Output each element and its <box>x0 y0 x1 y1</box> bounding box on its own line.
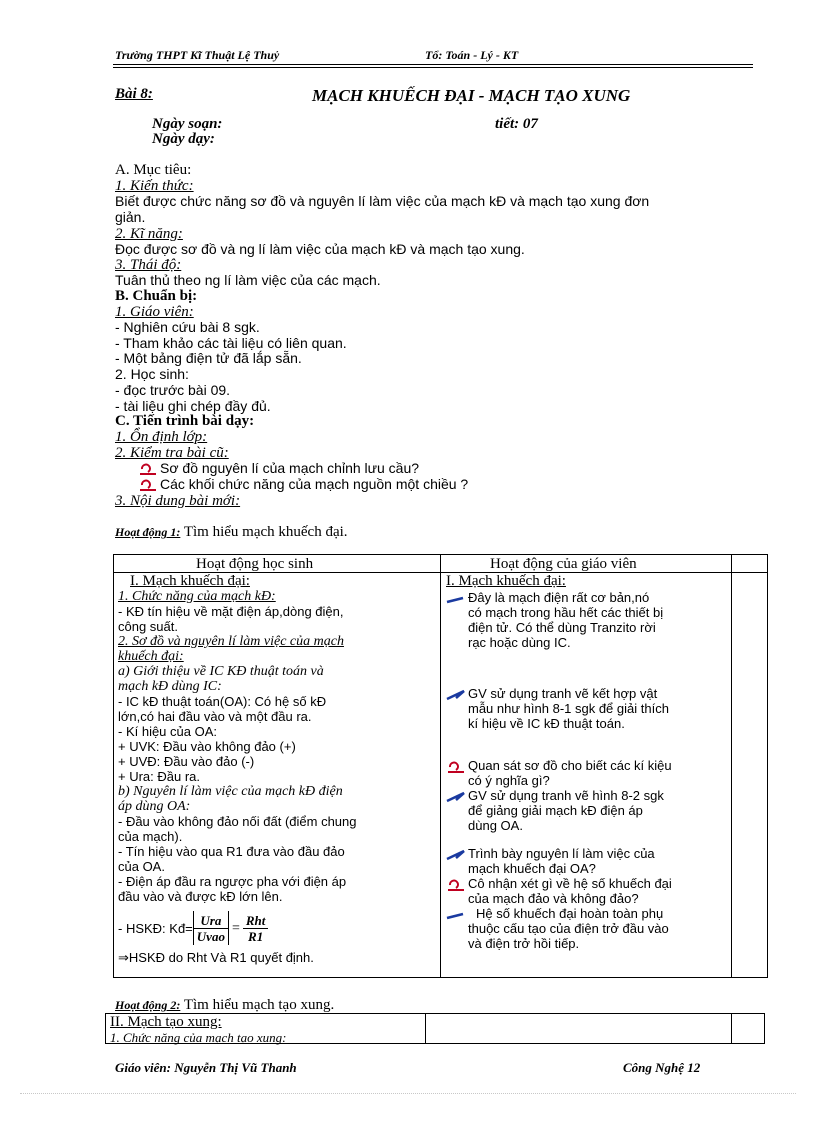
teacher-block-2: GV sử dụng tranh vẽ kết hợp vật mẫu như hình 8-1 sgk để giải thích kí hiệu về IC kĐ thuật toán. <box>446 686 728 731</box>
student-line: + UVĐ: Đầu vào đảo (-) <box>118 754 255 769</box>
arrow-bullet-icon <box>446 689 466 701</box>
table-border-left <box>113 554 114 978</box>
student-column <box>118 574 436 965</box>
student-line: công suất. <box>118 619 178 634</box>
student-prep-item-2: - tài liệu ghi chép đầy đủ. <box>115 398 271 414</box>
student-line: đầu vào và được kĐ lớn lên. <box>118 889 283 904</box>
table-divider-right <box>731 554 732 978</box>
student-line: của OA. <box>118 859 165 874</box>
formula-denominator: Uvao <box>196 928 225 944</box>
teacher-block-5: Trình bày nguyên lí làm việc của mạch khuếch đại OA? <box>446 846 728 876</box>
arrow-bullet-icon <box>446 791 466 803</box>
formula-denominator: R1 <box>248 928 264 944</box>
table2-divider-right <box>731 1013 732 1044</box>
header-rule-top <box>113 64 753 65</box>
knowledge-text-2: giản. <box>115 209 146 225</box>
table-border-right <box>767 554 768 978</box>
table2-border-left <box>105 1013 106 1044</box>
process-heading: C. Tiến trình bài dạy: <box>115 413 255 429</box>
question-1 <box>138 460 419 477</box>
period-label: tiết: 07 <box>495 116 538 132</box>
department-name: Tổ: Toán - Lý - KT <box>425 48 519 62</box>
spiral-bullet-icon <box>446 761 466 773</box>
formula-numerator: Rht <box>243 913 269 929</box>
header-rule-bottom <box>113 67 753 68</box>
student-line: a) Giới thiệu về IC KĐ thuật toán và <box>118 664 324 679</box>
pulse-section-heading: II. Mạch tạo xung: <box>110 1014 222 1030</box>
activity2-title <box>115 997 334 1014</box>
student-line: - IC kĐ thuật toán(OA): Có hệ số kĐ <box>118 694 327 709</box>
student-line: lớn,có hai đầu vào và một đầu ra. <box>118 709 312 724</box>
teacher-prep-item-2: - Tham khảo các tài liệu có liên quan. <box>115 335 347 351</box>
activity1-title <box>115 524 348 541</box>
page-edge-divider <box>20 1093 796 1094</box>
question-2-text: Các khối chức năng của mạch nguồn một chiều ? <box>160 476 469 492</box>
teacher-prep-item-1: - Nghiên cứu bài 8 sgk. <box>115 319 260 335</box>
spiral-bullet-icon <box>446 879 466 891</box>
attitude-text: Tuân thủ theo ng lí làm việc của các mạch. <box>115 272 381 288</box>
teacher-block-7: Hệ số khuếch đại hoàn toàn phụ thuộc cấu tạo của điện trở đầu vào và điện trở hồi tiếp. <box>446 906 728 951</box>
student-line: mạch kĐ dùng IC: <box>118 679 222 694</box>
student-line: của mạch). <box>118 829 183 844</box>
teacher-prep-item-3: - Một bảng điện tử đã lắp sẵn. <box>115 350 302 366</box>
formula-numerator: Ura <box>194 913 228 929</box>
spiral-bullet-icon <box>138 463 158 475</box>
gain-conclusion: ⇒HSKĐ do Rht Và R1 quyết định. <box>118 950 314 965</box>
student-line: + UVK: Đầu vào không đảo (+) <box>118 739 296 754</box>
stabilize-label: 1. Ổn định lớp: <box>115 429 208 445</box>
table2-border-right <box>764 1013 765 1044</box>
lesson-title: MẠCH KHUẾCH ĐẠI - MẠCH TẠO XUNG <box>312 86 631 105</box>
fraction-rht-r1 <box>243 913 269 944</box>
formula-label: - HSKĐ: Kđ= <box>118 920 193 936</box>
teacher-block-4: GV sử dụng tranh vẽ hình 8-2 sgk để giảng giải mạch kĐ điện áp dùng OA. <box>446 788 728 833</box>
student-line: + Ura: Đầu ra. <box>118 769 201 784</box>
activity1-label: Hoạt động 1: <box>115 525 181 539</box>
student-prep-item-1: - đọc trước bài 09. <box>115 382 231 398</box>
student-line: khuếch đại: <box>118 649 184 664</box>
student-line: - Kí hiệu của OA: <box>118 724 217 739</box>
spiral-bullet-icon <box>138 479 158 491</box>
attitude-label: 3. Thái độ: <box>115 257 182 273</box>
teacher-block-1: Đây là mạch điện rất cơ bản,nó có mạch trong hầu hết các thiết bị điện tử. Có thể dùng Tranzito rời rạc hoặc dùng IC. <box>446 590 728 650</box>
teacher-heading: I. Mạch khuếch đại: <box>446 573 566 589</box>
activity2-title-text: Tìm hiểu mạch tạo xung. <box>183 997 335 1013</box>
objectives-heading: A. Mục tiêu: <box>115 162 192 178</box>
teacher-block-3: Quan sát sơ đồ cho biết các kí kiệu có ý nghĩa gì? <box>446 758 728 788</box>
question-2 <box>138 476 468 493</box>
school-name: Trường THPT Kĩ Thuật Lệ Thuỷ <box>115 48 280 62</box>
student-line: 1. Chức năng của mạch kĐ: <box>118 589 276 604</box>
skill-label: 2. Kĩ năng: <box>115 226 183 242</box>
student-line: - Đầu vào không đảo nối đất (điểm chung <box>118 814 357 829</box>
question-1-text: Sơ đồ nguyên lí của mạch chỉnh lưu cầu? <box>160 460 420 476</box>
footer-subject: Công Nghệ 12 <box>623 1060 701 1075</box>
fraction-ura-uvao <box>194 913 228 944</box>
knowledge-label: 1. Kiến thức: <box>115 178 194 194</box>
lesson-number: Bài 8: <box>115 86 153 102</box>
skill-text: Đọc được sơ đồ và ng lí làm việc của mạch kĐ và mạch tạo xung. <box>115 241 525 257</box>
check-old-label: 2. Kiểm tra bài cũ: <box>115 445 229 461</box>
column-header-teacher: Hoạt động của giáo viên <box>490 556 637 572</box>
arrow-bullet-icon <box>446 849 466 861</box>
student-line: - KĐ tín hiệu về mặt điện áp,dòng điện, <box>118 604 344 619</box>
activity2-label: Hoạt động 2: <box>115 998 181 1012</box>
pulse-function-label: 1. Chức năng của mạch tạo xung: <box>110 1030 287 1045</box>
student-line: áp dùng OA: <box>118 799 191 814</box>
new-content-label: 3. Nội dung bài mới: <box>115 493 241 509</box>
teacher-column <box>446 574 728 951</box>
gain-formula: - HSKĐ: Kđ= $\frac{\text{Ura}}{\text{Uvao}}$ = $\frac{\text{Rht}}{R1}$ <box>118 910 436 946</box>
knowledge-text-1: Biết được chức năng sơ đồ và nguyên lí làm việc của mạch kĐ và mạch tạo xung đơn <box>115 193 650 209</box>
preparation-heading: B. Chuẩn bị: <box>115 288 198 304</box>
footer-teacher: Giáo viên: Nguyễn Thị Vũ Thanh <box>115 1060 297 1075</box>
activity1-title-text: Tìm hiểu mạch khuếch đại. <box>183 524 348 540</box>
student-line: 2. Sơ đồ và nguyên lí làm việc của mạch <box>118 634 344 649</box>
table2-divider-middle <box>425 1013 426 1044</box>
student-line: I. Mạch khuếch đại: <box>130 573 250 589</box>
arrow-bullet-icon <box>446 593 466 605</box>
teach-date-label: Ngày dạy: <box>152 131 215 147</box>
table-divider-middle <box>440 554 441 978</box>
abs-bar-right <box>228 911 229 945</box>
student-prep-label: 2. Học sinh: <box>115 366 189 382</box>
student-line: - Điện áp đầu ra ngược pha với điện áp <box>118 874 347 889</box>
teacher-prep-label: 1. Giáo viên: <box>115 304 194 320</box>
student-line: b) Nguyên lí làm việc của mạch kĐ điện <box>118 784 343 799</box>
student-line: - Tín hiệu vào qua R1 đưa vào đầu đảo <box>118 844 345 859</box>
column-header-student: Hoạt động học sinh <box>196 556 314 572</box>
prep-date-label: Ngày soạn: <box>152 116 223 132</box>
arrow-bullet-icon <box>446 909 466 921</box>
teacher-block-6: Cô nhận xét gì về hệ số khuếch đại của mạch đảo và không đảo? <box>446 876 728 906</box>
